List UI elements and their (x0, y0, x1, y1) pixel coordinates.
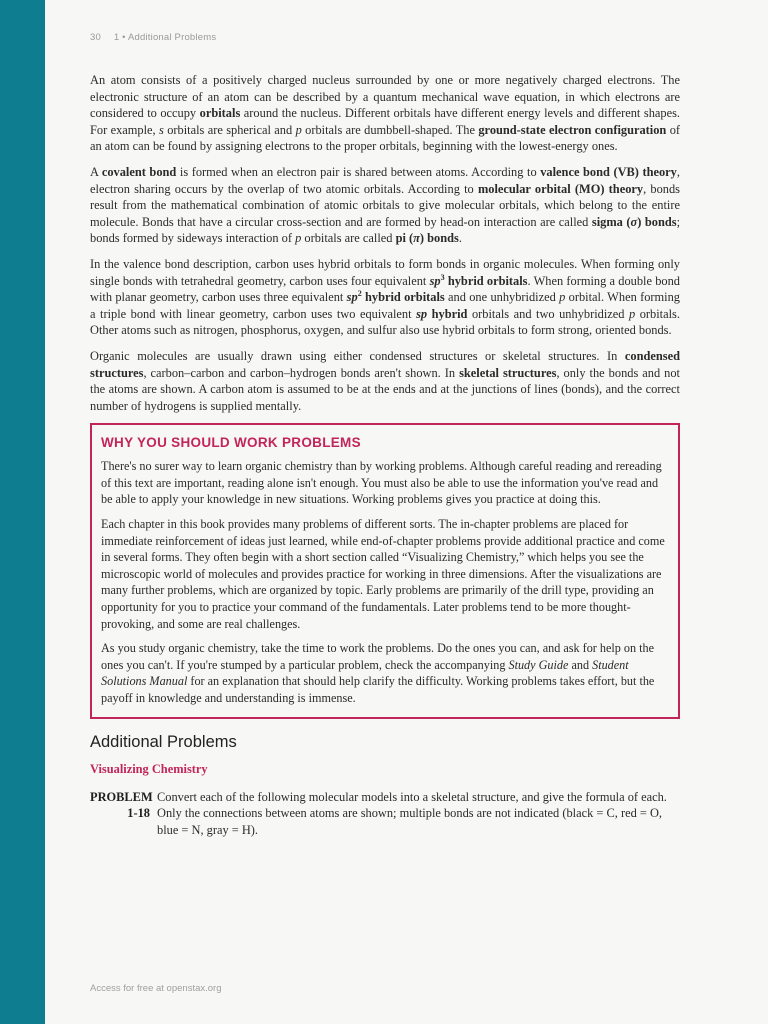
page-content (90, 72, 680, 838)
text-run: ground-state electron configuration (478, 122, 667, 137)
problem-1-18 (90, 789, 680, 839)
text-run: sigma ( (591, 214, 631, 229)
paragraph-atom-structure (90, 72, 680, 155)
callout-paragraph-2 (101, 516, 669, 632)
paragraph-hybrid-orbitals (90, 256, 680, 339)
text-run: around the nucleus. Different orbitals have different energy levels and different shapes. For example, (90, 106, 681, 137)
footer-link[interactable]: Access for free at openstax.org (90, 983, 222, 994)
problem-word: PROBLEM (90, 789, 153, 804)
callout-paragraph-3 (101, 640, 669, 706)
text-run: , carbon–carbon and carbon–hydrogen bonds aren't shown. In (143, 365, 460, 380)
text-run: and one unhybridized (444, 290, 560, 305)
text-run: orbitals. Other atoms such as nitrogen, phosphorus, oxygen, and sulfur also use hybrid orbitals to form strong, oriented bonds. (90, 306, 680, 338)
text-run: σ (630, 214, 638, 229)
text-run: 3 (440, 272, 445, 282)
paragraph-structures (90, 348, 680, 414)
text-run: sp (346, 290, 358, 305)
chapter-label: 1 • Additional Problems (113, 32, 217, 43)
text-run: s (159, 122, 164, 137)
text-run: Each chapter in this book provides many problems of different sorts. The in-chapter problems are placed for immediate reinforcement of ideas just learned, while end-of-chapter problems provide additional practice and come in several forms. They often begin with a short section called “Visualizing Chemistry,” which helps you see the microscopic world of molecules and provides practice for working in three dimensions. After the visualizations are many further problems, which are organized by topic. Early problems are primarily of the drill type, providing an opportunity for you to practice your command of the fundamentals. Later problems tend to be more thought-provoking, and some are real challenges. (101, 517, 665, 631)
text-run: , electron sharing occurs by the overlap of two atomic orbitals. According to (90, 164, 680, 196)
problem-text: Convert each of the following molecular models into a skeletal structure, and give the formula of each. Only the connections between atoms are shown; multiple bonds are not indicated (black = C, red = O, blue = N, gray = H). (157, 789, 667, 837)
problem-label (90, 789, 157, 839)
text-run: ; bonds formed by sideways interaction of (90, 214, 681, 246)
text-run: In the valence bond description, carbon uses hybrid orbitals to form bonds in organic molecules. When forming only single bonds with tetrahedral geometry, carbon uses four equivalent (90, 256, 680, 288)
text-run: orbital. When forming a triple bond with linear geometry, carbon uses two equivalent (90, 290, 680, 321)
text-run: valence bond (VB) theory (540, 164, 677, 179)
text-run: ) bonds (419, 231, 459, 246)
section-title: Additional Problems (90, 732, 237, 751)
text-run: Student Solutions Manual (101, 657, 629, 689)
text-run: . (458, 231, 462, 246)
text-run: An atom consists of a positively charged nucleus surrounded by one or more negatively charged electrons. The electronic structure of an atom can be described by a quantum mechanical wave equation, in which electrons are considered to occupy (90, 73, 680, 121)
text-run: covalent bond (101, 164, 177, 179)
text-run: There's no surer way to learn organic chemistry than by working problems. Although careful reading and rereading of this text are important, reading alone isn't enough. You must also be able to use the information you've read and be able to apply your knowledge in new situations. Working problems gives you practice at doing this. (101, 459, 662, 507)
text-run: sp (416, 306, 428, 321)
text-run: pi ( (395, 231, 414, 246)
text-run: hybrid orbitals (444, 273, 528, 288)
text-run: molecular orbital (MO) theory (477, 181, 644, 196)
text-run: orbitals are dumbbell-shaped. The (301, 122, 479, 137)
text-run: ) bonds (637, 214, 677, 229)
problem-number: 1-18 (127, 806, 150, 821)
text-run: , only the bonds and not the atoms are shown. A carbon atom is assumed to be at the ends and at the junctions of lines (bonds), and the correct number of hydrogens is supplied mentally. (90, 365, 680, 413)
page-number: 30 (90, 32, 101, 43)
text-run: and (568, 657, 593, 672)
text-run: Study Guide (508, 657, 569, 672)
callout-paragraph-1 (101, 458, 669, 508)
text-run: , bonds result from the mathematical combination of atomic orbitals to give molecular orbitals, which belong to the entire molecule. Bonds that have a circular cross-section and are formed by head-on interaction are called (90, 181, 680, 229)
text-run: A (90, 164, 102, 179)
sidebar-band (0, 0, 45, 1024)
text-run: condensed structures (90, 348, 680, 380)
text-run: p (295, 122, 302, 137)
running-header (90, 32, 216, 43)
subsection-title: Visualizing Chemistry (90, 761, 208, 776)
text-run: skeletal structures (459, 365, 557, 380)
text-run: Organic molecules are usually drawn using either condensed structures or skeletal structures. In (90, 348, 625, 363)
text-run: orbitals are called (301, 231, 396, 246)
paragraph-covalent-bond (90, 164, 680, 247)
text-run: sp (429, 273, 441, 288)
text-run: p (295, 231, 302, 246)
text-run: orbitals (199, 106, 241, 121)
text-run: π (413, 231, 420, 246)
text-run: is formed when an electron pair is shared between atoms. According to (176, 164, 541, 179)
text-run: hybrid (427, 306, 468, 321)
text-run: hybrid orbitals (361, 290, 445, 305)
text-run: . When forming a double bond with planar geometry, carbon uses three equivalent (90, 273, 680, 305)
text-run: for an explanation that should help clarify the difficulty. Working problems takes effort, but the payoff in knowledge and understanding is immense. (101, 674, 655, 705)
text-run: orbitals are spherical and (163, 122, 296, 137)
callout-box (90, 423, 680, 718)
text-run: As you study organic chemistry, take the time to work the problems. Do the ones you can, and ask for help on the ones you can't. If you're stumped by a particular problem, check the accompanying (101, 641, 655, 672)
text-run: p (559, 290, 566, 305)
text-run: orbitals and two unhybridized (467, 306, 629, 321)
text-run: 2 (357, 289, 362, 298)
callout-title: WHY YOU SHOULD WORK PROBLEMS (101, 435, 361, 451)
text-run: p (629, 306, 636, 321)
text-run: of an atom can be found by assigning electrons to the proper orbitals, beginning with the lowest-energy ones. (90, 122, 681, 154)
